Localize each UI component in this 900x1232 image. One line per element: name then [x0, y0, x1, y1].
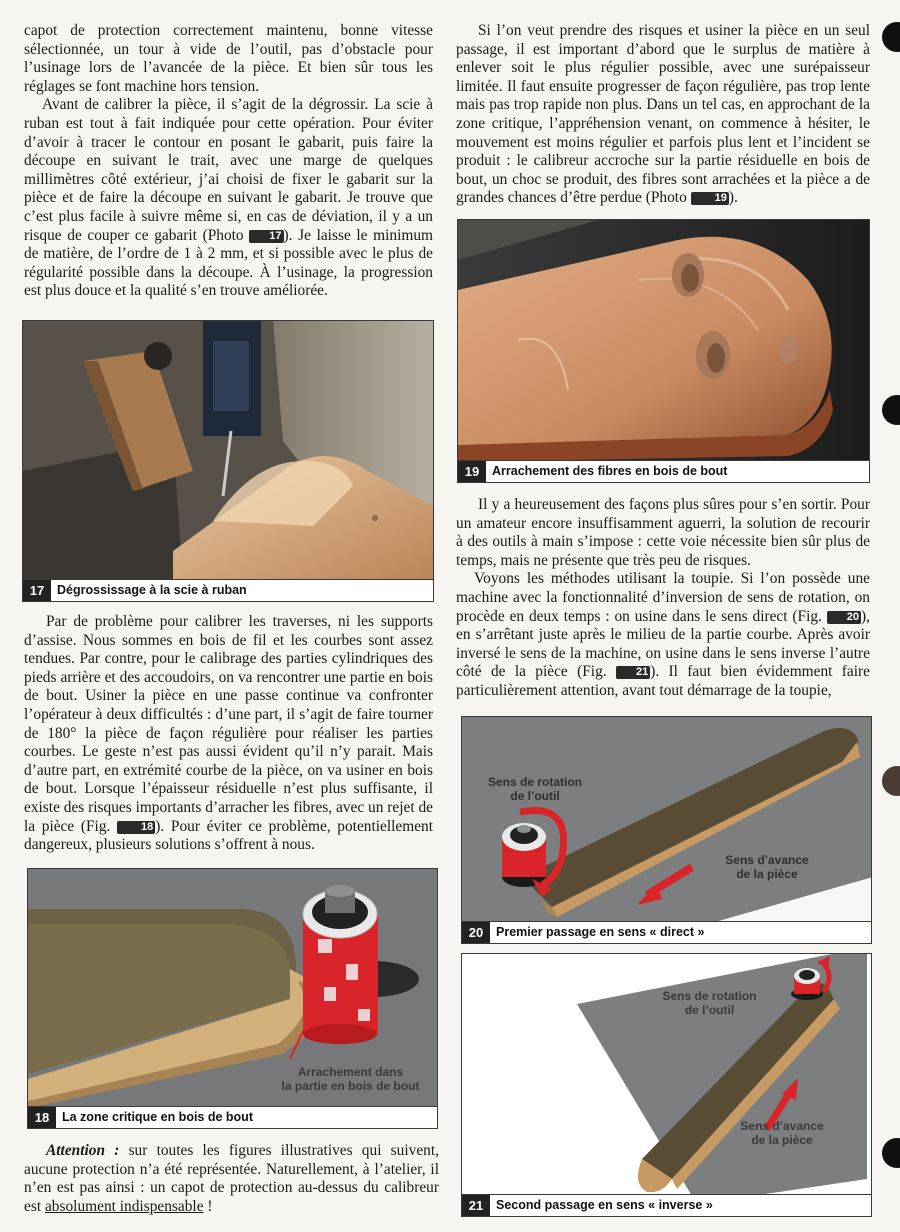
- paragraph: [456, 570, 870, 700]
- label-line: Sens d’avance: [725, 853, 809, 867]
- direct-pass-diagram: [462, 717, 872, 923]
- label-line: de l’outil: [684, 1003, 735, 1017]
- label-line: Sens d’avance: [740, 1119, 824, 1133]
- text-run: ). Pour éviter ce problème, potentiellement dangereux, plusieurs solutions s’offrent à nous.: [24, 817, 434, 854]
- text-run: Par de problème pour calibrer les traverses, ni les supports d’assise. Nous sommes en bois de fil et les courbes sont assez tendues. Par contre, pour le calibrage des parties cylindriques des pieds arrière et des accoudoirs, on va rencontrer une partie en bois de bout. Usiner la pièce en une passe continue va confronter l’opérateur à deux difficultés : d’une part, il s’agit de faire tourner de 180° la pièce de façon régulière pour réaliser les parties courbes. Le geste n’est pas aussi évident qu’il n’y parait. Mais d’autre part, en extrémité courbe de la pièce, on va usiner en bois de bout. Lorsque l’épaisseur résiduelle n’est plus suffisante, il existe des risques importants d’arracher les fibres, avec un rejet de la pièce (Fig.: [24, 613, 433, 835]
- label-line: Sens de rotation: [662, 989, 757, 1003]
- photo-reference-badge: 19: [691, 192, 729, 205]
- text-run: sur toutes les figures illustratives qui suivent, aucune protection n’a été représentée. Naturellement, à l’atelier, il n’en est pas ainsi : un capot de protection au-dessus du calibreur est: [24, 1142, 439, 1215]
- page-edge-tab-marker: [882, 22, 900, 52]
- figure-21-diagram: [461, 953, 872, 1217]
- figure-number: 19: [458, 461, 486, 482]
- caption-text: La zone critique en bois de bout: [62, 1110, 253, 1124]
- advance-label: [722, 1119, 842, 1147]
- label-line: de la pièce: [751, 1133, 813, 1147]
- figure-caption: [462, 1194, 871, 1216]
- caption-text: Premier passage en sens « direct »: [496, 925, 705, 939]
- right-column-top-text: [456, 22, 870, 208]
- callout-line: Arrachement dans: [297, 1065, 404, 1079]
- emphasis-text: absolument indispensable: [44, 1197, 204, 1215]
- figure-19-photo: [457, 219, 870, 483]
- paragraph: [24, 613, 433, 855]
- bandsaw-photo-illustration: [23, 321, 434, 581]
- figure-reference-badge: 20: [827, 611, 861, 624]
- left-column-top-text: [24, 22, 433, 301]
- text-run: Voyons les méthodes utilisant la toupie. Si l’on possède une machine avec la fonctionnalité d’inversion de sens de rotation, on procède en deux temps : on usine dans le sens direct (Fig.: [456, 570, 870, 625]
- label-line: de l’outil: [510, 789, 560, 803]
- figure-20-diagram: [461, 716, 872, 944]
- rotation-label: [647, 989, 772, 1017]
- attention-note: [24, 1142, 439, 1216]
- text-run: Avant de calibrer la pièce, il s’agit de la dégrossir. La scie à ruban est tout à fait indiquée pour cette opération. Pour éviter d’avoir à tracer le contour en posant le gabarit, puis faire la découpe en suivant le trait, avec une marge de quelques millimètres côté extérieur, j’ai choisi de fixer le gabarit sur la pièce et de faire la découpe en suivant le gabarit. Je trouve que c’est plus facile à suivre même si, en cas de déviation, il y a un risque de couper ce gabarit (Photo: [24, 96, 433, 244]
- text-run: ), en s’arrêtant juste après le milieu de la partie courbe. Après avoir inversé le sens de la machine, on usine dans le sens inverse l’autre côté de la pièce (Fig.: [456, 607, 870, 681]
- page-edge-tab-marker: [882, 395, 900, 425]
- left-column-bottom-text: [24, 1142, 439, 1216]
- figure-caption: [458, 460, 869, 482]
- advance-label: [712, 853, 822, 881]
- text-run: Si l’on veut prendre des risques et usiner la pièce en un seul passage, il est important d’abord que le surplus de matière à enlever soit le plus régulier possible, avec une surépaisseur limitée. Il faut ensuite progresser de façon régulière, pas trop lente mais pas trop rapide non plus. Dans un tel cas, en approchant de la zone critique, l’appréhension venant, on commence à hésiter, le mouvement est moins régulier et parfois plus lent et l’incident se produit : le calibreur accroche sur la partie résiduelle en bois de bout, un choc se produit, des fibres sont arrachées et la pièce a de grandes chances d’être perdue (Photo: [456, 22, 870, 207]
- caption-text: Dégrossissage à la scie à ruban: [57, 583, 247, 597]
- figure-caption: [28, 1106, 437, 1128]
- label-line: Sens de rotation: [487, 775, 582, 789]
- page-edge-tab-marker: [882, 766, 900, 796]
- figure-reference-badge: 18: [117, 821, 155, 834]
- callout-line: la partie en bois de bout: [281, 1079, 420, 1093]
- paragraph: [24, 96, 433, 301]
- callout-label: [268, 1065, 433, 1093]
- figure-number: 18: [28, 1107, 56, 1128]
- right-column-middle-text: [456, 496, 870, 701]
- figure-number: 20: [462, 922, 490, 943]
- paragraph: capot de protection correctement maintenu, bonne vitesse sélectionnée, un tour à vide de l’outil, pas d’obstacle pour l’usinage lors de l’avancée de la pièce. Et bien sûr tous les réglages se font machine hors tension.: [24, 22, 433, 95]
- figure-17-photo: [22, 320, 434, 602]
- figure-18-diagram: [27, 868, 438, 1129]
- text-run: ). Je laisse le minimum de matière, de l’ordre de 1 à 2 mm, et si possible avec le plus de régularité possible dans la découpe. À l’usinage, la progression est plus douce et la qualité s’en trouve améliorée.: [24, 226, 434, 300]
- paragraph: Il y a heureusement des façons plus sûres pour s’en sortir. Pour un amateur encore insuffisamment aguerri, la solution de recourir à des outils à main s’impose : cette voie nécessite bien sûr plus de temps, mais ne présente que très peu de risques.: [456, 496, 870, 569]
- page-edge-tab-marker: [882, 1138, 900, 1168]
- figure-number: 17: [23, 580, 51, 601]
- attention-label: Attention :: [46, 1142, 120, 1159]
- caption-text: Second passage en sens « inverse »: [496, 1198, 713, 1212]
- text-run: ).: [728, 189, 738, 207]
- paragraph: [456, 22, 870, 208]
- figure-caption: [462, 921, 871, 943]
- text-run: ). Il faut bien évidemment faire particulièrement attention, avant tout démarrage de la toupie,: [456, 663, 870, 699]
- figure-caption: [23, 579, 433, 601]
- photo-reference-badge: 17: [249, 230, 283, 243]
- rotation-label: [480, 775, 590, 803]
- left-column-middle-text: [24, 613, 433, 855]
- label-line: de la pièce: [736, 867, 798, 881]
- figure-number: 21: [462, 1195, 490, 1216]
- caption-text: Arrachement des fibres en bois de bout: [492, 464, 728, 478]
- torn-fibers-photo-illustration: [458, 220, 870, 462]
- text-run: !: [203, 1197, 213, 1215]
- figure-reference-badge: 21: [616, 666, 650, 679]
